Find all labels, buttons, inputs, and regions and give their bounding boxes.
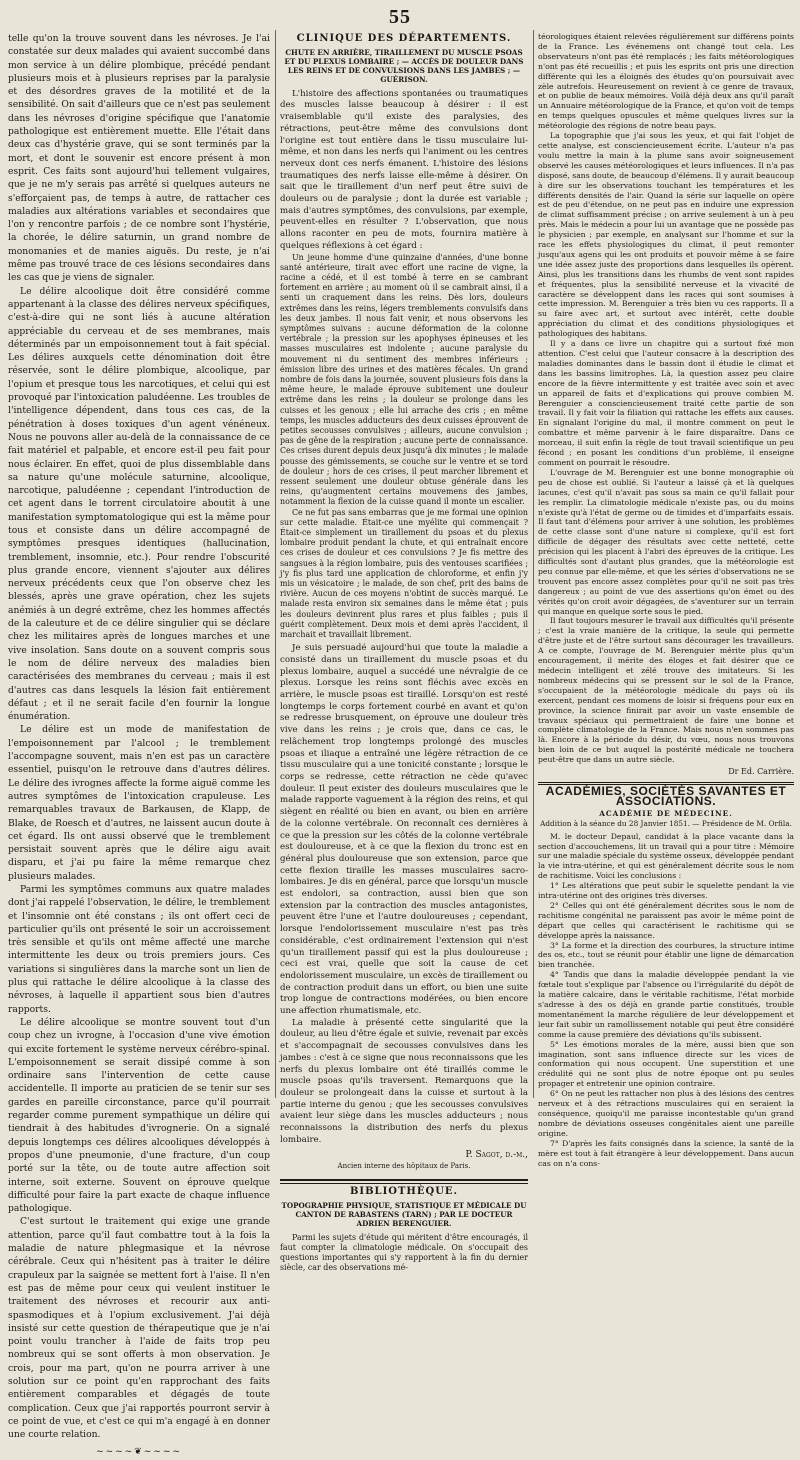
paragraph: 5° Les émotions morales de la mère, aussi bien que son imagination, sont sans influence directe sur les vices de conformation qui nous occupent. Une superstition et une crédulité qui ne sont plus de notre époque ont pu seules propager et entretenir une opinion contraire. (538, 1039, 794, 1089)
paragraph: Le délire alcoolique doit être considéré comme appartenant à la classe des délires nerveux spécifiques, c'est-à-dire qui ne sont liés à aucune altération appréciable du cerveau et de ses membranes, mais déterminés par un empoisonnement tout à fait spécial. Les délires auxquels cette dénomination doit être réservée, sont le délire plombique, alcoolique, par l'opium et presque tous les narcotiques, et celui qui est provoqué par l'intoxication paludéenne. Les troubles de l'intelligence dépendent, dans tous ces cas, de la pénétration à doses toxiques d'un agent vénéneux. Nous ne pouvons aller au-delà de la connaissance de ce fait matériel et palpable, et encore est-il peu fait pour nous éclairer. En effet, quoi de plus dissemblable dans sa nature qu'une molécule saturnine, alcoolique, narcotique, paludéenne ; cependant l'introduction de cet agent dans le torrent circulatoire aboutit à une manifestation symptomatologique qui est la même pour tous et consiste dans un délire accompagné de symptômes presques identiques (hallucination, tremblement, insomnie, etc.). Pour rendre l'obscurité plus grande encore, viennent s'ajouter aux délires nerveux précédents ceux que l'on observe chez les blessés, après une grave opération, chez les sujets anémiés à un degré extrême, chez les hommes affectés de la caleuture et de ce délire singulier qui se déclare chez les militaires après de longues marches et une vive insolation. Sans doute on a souvent compris sous le nom de délire nerveux des maladies bien caractérisées des membranes du cerveau ; mais il est d'autres cas dans lesquels la lésion fait entièrement défaut ; et il ne serait facile d'en fournir la longue énumération. (8, 285, 270, 723)
column-2 (280, 32, 528, 1273)
paragraph: Parmi les symptômes communs aux quatre malades dont j'ai rappelé l'observation, le délire, le tremblement et l'insomnie ont été constans ; ils ont offert ceci de particulier qu'ils ont présenté le soir un accroissement très sensible et qu'ils ont même affecté une marche intermittente les deux ou trois premiers jours. Ces variations si singulières dans la marche sont un lien de plus qui rattache le délire alcoolique à la classe des névroses, à laquelle il appartient sous bien d'autres rapports. (8, 884, 270, 1015)
paragraph: M. le docteur Depaul, candidat à la place vacante dans la section d'accouchemens, lit un travail qui a pour titre : Mémoire sur une maladie spéciale du système osseux, développée pendant la vie intra-utérine, et qui est généralement décrite sous le nom de rachitisme. Voici les conclusions : (538, 831, 794, 881)
paragraph: L'histoire des affections spontanées ou traumatiques des muscles laisse beaucoup à désirer : il est vraisemblable qu'il existe des paralysies, des rétractions, peut-être même des convulsions dont l'origine est tout entière dans le tissu musculaire lui-même, et non dans les nerfs qui l'animent ou les centres nerveux dont ces nerfs émanent. L'histoire des lésions traumatiques des nerfs laisse elle-même à désirer. On sait que le tiraillement d'un nerf peut être suivi de douleurs ou de paralysie ; dont la durée est variable ; mais d'autres symptômes, des convulsions, par exemple, peuvent-elles en résulter ? L'observation, que nous allons raconter en peu de mots, fournira matière à quelques réflexions à cet égard : (280, 88, 528, 251)
author-role: Ancien interne des hôpitaux de Paris. (337, 1162, 471, 1171)
section-title: CLINIQUE DES DÉPARTEMENTS. (296, 33, 512, 44)
article-subhead: CHUTE EN ARRIÈRE, TIRAILLEMENT DU MUSCLE PSOAS ET DU PLEXUS LOMBAIRE ; — ACCÈS DE DOULEUR DANS LES REINS ET DE CONVULSIONS DANS LES JAMBES ; — GUÉRISON. (284, 47, 524, 84)
ornament: ~~~~❦~~~~ (96, 1447, 182, 1458)
paragraph: Il y a dans ce livre un chapitre qui a surtout fixé mon attention. C'est celui que l'auteur consacre à la description des maladies dominantes dans le bassin dont il étudie le climat et dans les bassins limitrophes. Là, la question assez peu claire encore de la fièvre intermittente y est traitée avec soin et avec un appareil de faits et d'explications qui prouve combien M. Berenguier a consciencieusement traité cette partie de son travail. Il y fait voir la filiation qui rattache les effets aux causes. En signalant l'origine du mal, il montre comment on peut le combattre et même parvenir à le faire disparaître. Dans ce morceau, il suit enfin la règle de tout travail scientifique un peu fécond ; en posant les conditions d'un problème, il enseigne comment on pourrait le résoudre. (538, 339, 794, 467)
paragraph: téorologiques étaient relevées régulièrement sur différens points de la France. Les événemens ont changé tout cela. Les observateurs n'ont pas été remplacés ; les faits météorologiques n'ont pas été recueillis ; et puis les esprits ont pris une direction différente qui les a éloignés des études qu'on poursuivait avec zèle autrefois. Heureusement on revient à ce genre de travaux, et on publie de beaux mémoires. Voilà déjà deux ans qu'il paraît un Annuaire météorologique de la France, et qu'on voit de temps en temps quelques opuscules et même quelques livres sur la météorologie des régions de notre beau pays. (538, 32, 794, 131)
paragraph: L'ouvrage de M. Berenguier est une bonne monographie où peu de chose est oublié. Si l'auteur a laissé çà et là quelques lacunes, c'est qu'il n'avait pas sous sa main ce qu'il fallait pour les remplir. La climatologie médicale n'existe pas, ou du moins n'existe qu'à l'état de germe ou de timides et d'imparfaits essais. Il faut tant d'élémens pour arriver à une solution, les problèmes de cette classe sont d'une nature si complexe, qu'il est fort difficile de dégager des résultats avec cette netteté, cette précision qui les placent à l'abri des épreuves de la critique. Les difficultés sont d'autant plus grandes, que la météorologie est peu connue par elle-même, et que les séries d'observations ne se trouvent pas encore assez complètes pour qu'il ne soit pas très dangereux ; au point de vue des assertions qu'on émet ou des vérités qu'on croit avoir dégagées, de s'aventurer sur un terrain qui manque en quelque sorte sous le pied. (538, 467, 794, 616)
case-paragraph: Ce ne fut pas sans embarras que je me formai une opinion sur cette maladie. Était-ce une myélite qui commençait ? Était-ce simplement un tiraillement du psoas et du plexus lombaire produit pendant la chute, et qui entraînait encore ces crises de douleur et ces convulsions ? Je fis mettre des sangsues à la région lombaire, puis des ventouses scarifiées ; j'y fis plus tard une application de chloroforme, et enfin j'y mis un vésicatoire ; le malade, de son chef, prit des bains de rivière. Aucun de ces moyens n'obtint de succès marqué. Le malade resta environ six semaines dans le même état ; puis les douleurs devinrent plus rares et plus faibles ; puis il guérit complètement. Deux mois et demi après l'accident, il marchait et travaillait librement. (280, 507, 528, 640)
paragraph: Je suis persuadé aujourd'hui que toute la maladie a consisté dans un tiraillement du muscle psoas et du plexus lombaire, auquel a succédé une névralgie de ce plexus. Lorsque les reins sont fléchis avec excès en arrière, le muscle psoas est tiraillé. Lorsqu'on est resté longtemps le corps fortement courbé en avant et qu'on se redresse brusquement, on éprouve une douleur très vive dans les reins ; je crois que, dans ce cas, le relâchement trop longtemps prolongé des muscles psoas et iliaque a entraîné une légère rétraction de ce tissu musculaire qui a une tonicité constante ; lorsque le corps se redresse, cette rétraction ne cède qu'avec douleur. Il peut exister des douleurs musculaires que le malade rapporte vaguement à la région des reins, et qui siègent en réalité ou bien en avant, ou bien en arrière de la colonne vertébrale. On reconnaît ces dernières à ce que la pression sur les côtés de la colonne vertébrale est douloureuse, et à ce que la flexion du tronc est en général plus douloureuse que son extension, parce que cette flexion tiraille les masses musculaires sacro-lombaires. Je dis en général, parce que lorsqu'un muscle est endolori, sa contraction, aussi bien que son extension par la contraction des muscles antagonistes, peuvent être l'une et l'autre douloureuses ; cependant, lorsque l'endolorissement musculaire n'est pas très considérable, c'est ordinairement l'extension qui n'est qu'un tiraillement passif qui est la plus douloureuse ; ceci est vrai, quelle que soit la cause de cet endolorissement musculaire, un excès de tiraillement ou de contraction produit dans un effort, ou bien une suite trop longue de contractions modérées, ou bien encore une affection rhumatismale, etc. (280, 643, 528, 1017)
paragraph: La topographie que j'ai sous les yeux, et qui fait l'objet de cette analyse, est consciencieusement écrite. L'auteur n'a pas voulu mettre la main à la plume sans avoir soigneusement observé les causes météorologiques et leurs influences. Il n'a pas disposé, sans doute, de beaucoup d'élémens. Il y aurait beaucoup à dire sur les observations touchant les températures et les différents densités de l'air. Quand la série sur laquelle on opère est de peu d'étendue, on ne peut pas en induire une expression de climat suffisamment précise ; on arrive seulement à un à peu près. Mais le médecin a pour lui un avantage que ne possède pas le physicien ; par exemple, en analysant sur l'homme et sur la race les effets physiologiques du climat, il peut remonter jusqu'aux agens qui les ont produits et pouvoir même à se faire une idée assez juste des proportions dans lesquelles ils opèrent. Ainsi, plus les transitions dans les rhumbs de vent sont rapides et fréquentes, plus la sensibilité nerveuse et la vivacité de caractère se développent dans les races qui sont soumises à cette impression. M. Berenguier a très bien vu ces rapports. Il a su faire avec art, et surtout avec intérêt, cette double appréciation du climat et des conditions physiologiques et pathologiques des habitans. (538, 131, 794, 339)
academies-title: ACADÉMIES, SOCIÉTÉS SAVANTES ET ASSOCIATIONS. (545, 783, 787, 808)
paragraph: 3° La forme et la direction des courbures, la structure intime des os, etc., tout se réunit pour établir une ligne de démarcation bien tranchée. (538, 940, 794, 970)
section-divider (280, 1179, 528, 1184)
paragraph: Il faut toujours mesurer le travail aux difficultés qu'il présente ; c'est la vraie manière de la critique, la seule qui permette d'être juste et de l'être surtout sans décourager les travailleurs. A ce compte, l'ouvrage de M. Berenguier mérite plus qu'un encouragement, il mérite des éloges et fait désirer que ce médecin intelligent et zélé trouve des imitateurs. Si les nombreux médecins qui se pressent sur le sol de la France, s'occupaient de la météorologie médicale du pays où ils exercent, pendant ces momens de loisir si fréquens pour eux en province, la science finirait par avoir un vaste ensemble de travaux spéciaux qui permettraient de faire une bonne et complète climatologie de la France. Mais nous n'en sommes pas là. Encore à la période du désir, du vœu, nous nous trouvons bien loin de ce but auquel la postérité médicale ne touchera peut-être que dans un autre siècle. (538, 616, 794, 765)
book-title: TOPOGRAPHIE PHYSIQUE, STATISTIQUE ET MÉDICALE DU CANTON DE RABASTENS (TARN) ; PAR LE DOCTEUR ADRIEN BERENGUIER. (281, 1200, 527, 1228)
paragraph: 7° D'après les faits consignés dans la science, la santé de la mère est tout à fait étrangère à leur développement. Dans aucun cas on n'a cons- (538, 1138, 794, 1168)
page-number: 55 (389, 6, 411, 28)
column-3 (538, 32, 794, 1168)
paragraph: Le délire est un mode de manifestation de l'empoisonnement par l'alcool ; le tremblement l'accompagne souvent, mais n'en est pas un caractère essentiel, puisqu'on le retrouve dans d'autres délires. Le délire des ivrognes affecte la forme aiguë comme les autres symptômes de l'intoxication crapuleuse. Les remarquables travaux de Barkausen, de Klapp, de Blake, de Roesch et d'autres, ne laissent aucun doute à cet égard. Ils ont aussi observé que le tremblement persistait souvent après que le délire aigu avait disparu, et j'ai pu faire la même remarque chez plusieurs malades. (8, 724, 270, 882)
paragraph: 4° Tandis que dans la maladie développée pendant la vie fœtale tout s'explique par l'absence ou l'irrégularité du dépôt de la matière calcaire, dans le véritable rachitisme, l'état morbide s'adresse à des os déjà en grande partie constitués, trouble momentanément la marche régulière de leur développement et leur fait subir un ramollissement notable qui peut être considéré comme la cause première des déviations qu'ils subissent. (538, 970, 794, 1039)
paragraph: C'est surtout le traitement qui exige une grande attention, parce qu'il faut combattre tout à la fois la maladie de nature phlegmasique et la névrose cérébrale. Ceux qui n'hésitent pas à traiter le délire crapuleux par la saignée se mettent fort à l'aise. Il n'en est pas de même pour ceux qui veulent instituer le traitement des névroses et recourir aux anti-spasmodiques et à l'opium exclusivement. J'ai déjà insisté sur cette question de thérapeutique que je n'ai point voulu trancher à l'aide de faits trop peu nombreux qui se sont offerts à mon observation. Je crois, pour ma part, qu'on ne pourra arriver à une solution sur ce point qu'en rapprochant des faits entièrement comparables et dégagés de toute complication. Ceux que j'ai rapportés pourront servir à ce point de vue, et c'est ce qui m'a engagé à en donner une courte relation. (8, 1216, 270, 1441)
paragraph: telle qu'on la trouve souvent dans les névroses. Je l'ai constatée sur deux malades qui avaient succombé dans mon service à un délire plombique, précédé pendant plusieurs mois et à plusieurs reprises par la paralysie et des désordres graves de la motilité et de la sensibilité. On sait d'ailleurs que ce n'est pas seulement dans les névroses d'origine spécifique que l'anatomie pathologique est entièrement muette. Elle l'était dans deux cas d'hystérie grave, qui se sont terminés par la mort, et dont le souvenir est encore présent à mon esprit. Ces faits sont aujourd'hui tellement vulgaires, que je ne m'y serais pas arrêté si quelques auteurs ne s'efforçaient pas, de temps à autre, de rattacher ces maladies aux altérations variables et secondaires que l'on y rencontre parfois ; de ce nombre sont l'hystérie, la chorée, le délire saturnin, un grand nombre de monomanies et de manies aiguës. Du reste, je n'ai même pas trouvé trace de ces lésions secondaires dans les cas que je viens de signaler. (8, 33, 270, 284)
case-paragraph: Un jeune homme d'une quinzaine d'années, d'une bonne santé antérieure, tirait avec effort une racine de vigne, la racine a cédé, et il est tombé à terre en se cambrant fortement en arrière ; au moment où il se cambrait ainsi, il a senti un craquement dans les reins. Dès lors, douleurs extrêmes dans les reins, légers tremblements convulsifs dans les deux jambes. Il nous fait venir, et nous observons les symptômes suivans : aucune déformation de la colonne vertébrale ; la pression sur les apophyses épineuses et les masses musculaires est indolente ; aucune paralysie du mouvement ni du sentiment des membres inférieurs ; émission libre des urines et des matières fécales. Un grand nombre de fois dans la journée, souvent plusieurs fois dans la même heure, le malade éprouve subitement une douleur extrême dans les reins ; la douleur se prolonge dans les cuisses et les genoux ; elle lui arrache des cris ; en même temps, les muscles adducteurs des deux cuisses éprouvent de petites secousses convulsives ; ailleurs, aucune convulsion ; pas de gêne de la respiration ; aucune perte de connaissance. Ces crises durent depuis deux jusqu'à dix minutes ; le malade pousse des gémissements, se couche sur le ventre et se tord de douleur ; hors de ces crises, il peut marcher librement et ressent seulement une douleur obtuse générale dans les reins, qu'augmentent certains mouvemens des jambes, notamment la flexion de la cuisse quand il monte un escalier. (280, 252, 528, 507)
paragraph: La maladie à présenté cette singularité que la douleur, au lieu d'être égale et suivie, revenait par excès et s'accompagnait de secousses convulsives dans les jambes : c'est à ce signe que nous reconnaissons que les nerfs du plexus lombaire ont été tiraillés comme le muscle psoas qu'ils traversent. Remarquons que la douleur se prolongeait dans la cuisse et surtout à la partie interne du genou ; que les secousses convulsives avaient leur siège dans les muscles adducteurs ; nous reconnaissons la distribution des nerfs du plexus lombaire. (280, 1017, 528, 1145)
academy-name: ACADÉMIE DE MÉDECINE. (599, 808, 733, 818)
author-signature: Dr Ed. Carrière. (728, 767, 794, 777)
column-rule (533, 30, 534, 1098)
paragraph: Parmi les sujets d'étude qui méritent d'être encouragés, il faut compter la climatologie médicale. On s'occupait des questions importantes qui s'y rapportent à la fin du dernier siècle, car des observations mé- (280, 1232, 528, 1273)
session-line: Addition à la séance du 28 Janvier 1851. — Présidence de M. Orfila. (540, 818, 792, 828)
paragraph: 1° Les altérations que peut subir le squelette pendant la vie intra-utérine ont des origines très diverses. (538, 881, 794, 901)
bibliotheque-title: BIBLIOTHÈQUE. (349, 1185, 459, 1197)
column-rule (275, 30, 276, 1098)
column-1 (8, 32, 270, 1458)
paragraph: 6° On ne peut les rattacher non plus à des lésions des centres nerveux et à des rétractions musculaires qui en seraient la conséquence, quoiqu'il me paraisse incontestable qu'un grand nombre de déviations osseuses congénitales aient une pareille origine. (538, 1089, 794, 1138)
paragraph: 2° Celles qui ont été généralement décrites sous le nom de rachitisme congénital ne paraissent pas avoir le même point de départ que celles qui caractérisent le rachitisme qui se développe après la naissance. (538, 900, 794, 940)
paragraph: Le délire alcoolique se montre souvent tout d'un coup chez un ivrogne, à l'occasion d'une vive émotion qui excite fortement le système nerveux cérébro-spinal. L'empoisonnement se serait dissipé comme à son ordinaire sans l'intervention de cette cause accidentelle. Il importe au praticien de se tenir sur ses gardes en pareille circonstance, parce qu'il pourrait regarder comme purement sympathique un délire qui tiendrait à des habitudes d'ivrognerie. On a signalé depuis longtemps ces délires alcooliques développés à propos d'une pneumonie, d'une fracture, d'un coup porté sur la tête, ou de toute autre affection soit interne, soit externe. Souvent on éprouve quelque difficulté pour faire la part exacte de chaque influence pathologique. (8, 1016, 270, 1215)
author-signature: P. Sagot, d.-m., (465, 1149, 528, 1160)
